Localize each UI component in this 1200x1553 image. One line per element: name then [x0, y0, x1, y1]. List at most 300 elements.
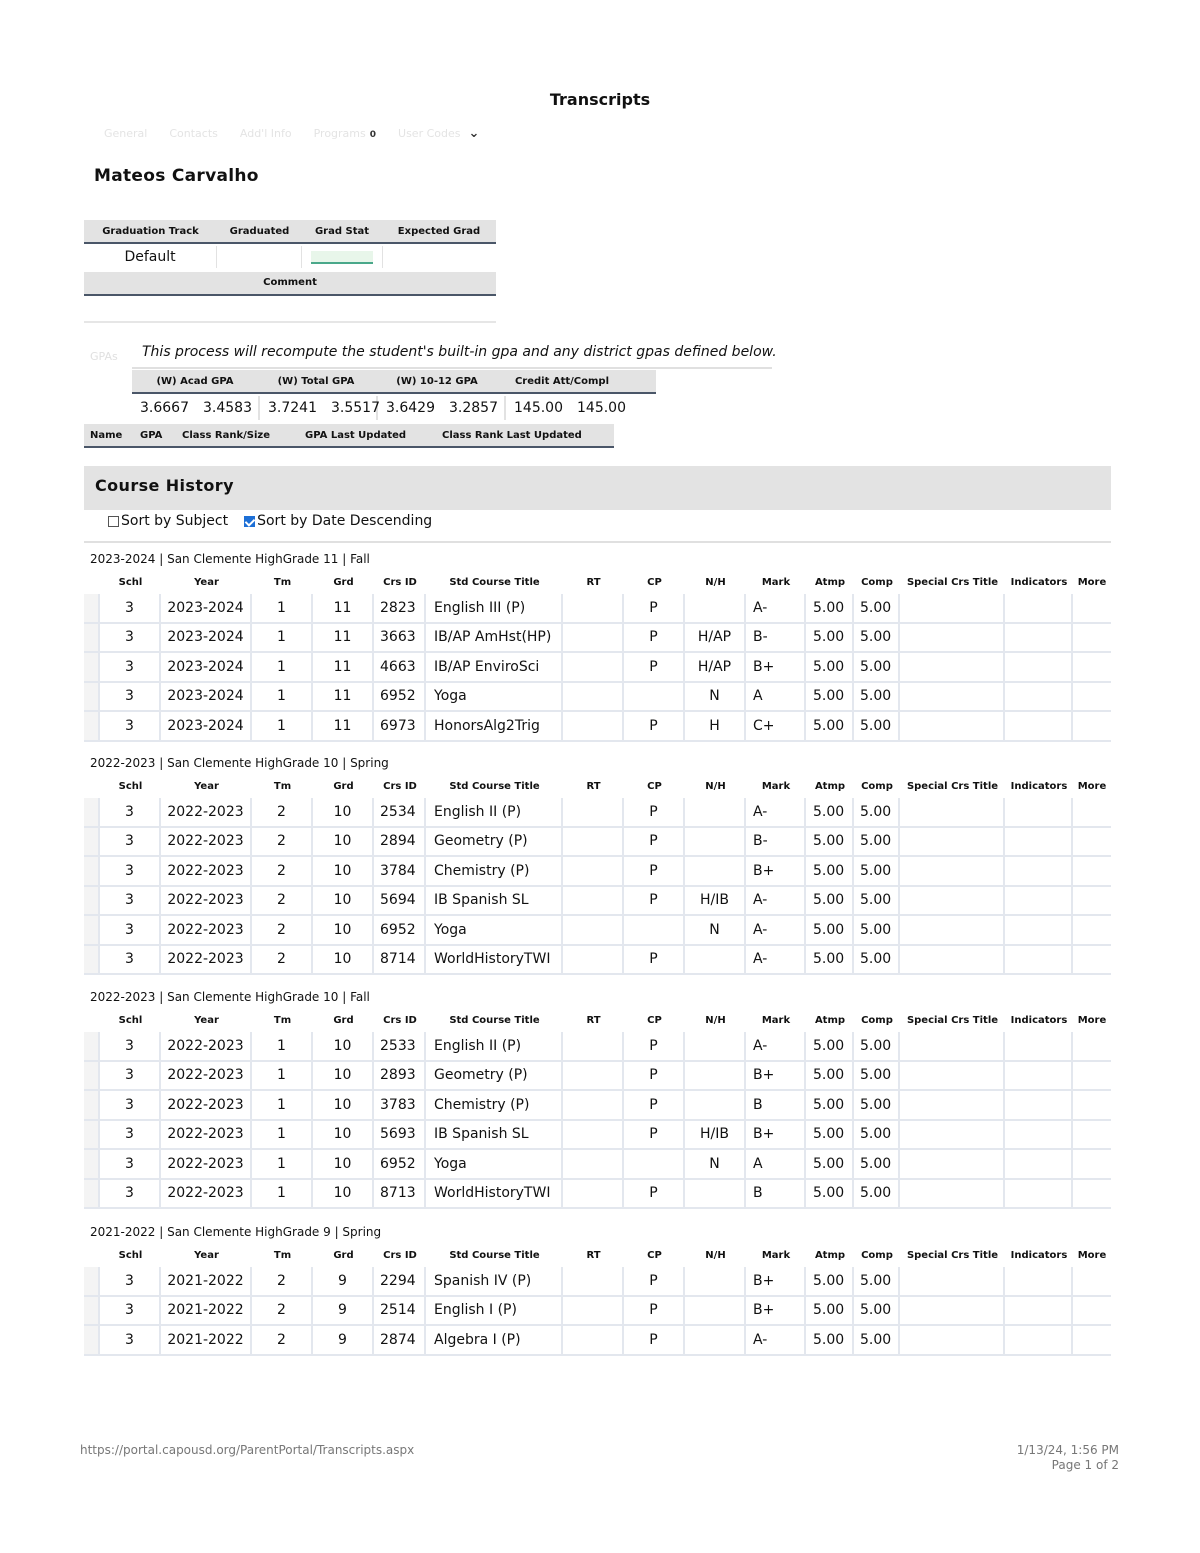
column-header-completed[interactable]: Comp [861, 576, 893, 588]
row-selector[interactable] [84, 1062, 100, 1090]
cell-special-title [900, 594, 1005, 622]
cell-indicators [1005, 1062, 1073, 1090]
cell-mark: B+ [746, 1062, 806, 1090]
cell-special-title [900, 1062, 1005, 1090]
expected-grad-header: Expected Grad [397, 225, 481, 237]
row-selector[interactable] [84, 594, 100, 622]
cell-rt [563, 1150, 624, 1178]
course-table-header [84, 570, 1111, 594]
column-header-indicators[interactable]: Indicators [1010, 1014, 1068, 1026]
column-header-year[interactable]: Year [194, 780, 219, 792]
cell-rt [563, 857, 624, 885]
cell-nh [685, 1091, 746, 1119]
cell-grade: 10 [313, 1091, 374, 1119]
cell-indicators [1005, 798, 1073, 826]
cell-completed: 5.00 [854, 828, 900, 856]
column-header-completed[interactable]: Comp [861, 1014, 893, 1026]
cell-attempted: 5.00 [806, 857, 854, 885]
cell-cp [624, 683, 685, 711]
column-header-course-title[interactable]: Std Course Title [449, 576, 540, 588]
grad-stat-field[interactable] [302, 246, 382, 268]
cell-grade: 9 [313, 1326, 374, 1354]
row-selector[interactable] [84, 857, 100, 885]
cell-more [1073, 1062, 1111, 1090]
cell-term: 2 [252, 916, 313, 944]
column-header-nh[interactable]: N/H [705, 1249, 726, 1261]
cell-attempted: 5.00 [806, 1121, 854, 1149]
comment-header: Comment [84, 272, 496, 296]
column-header-attempted[interactable]: Atmp [814, 576, 846, 588]
cell-indicators [1005, 653, 1073, 681]
column-header-rt[interactable]: RT [586, 1249, 601, 1261]
cell-more [1073, 1121, 1111, 1149]
graduation-track-header: Graduation Track [102, 225, 199, 237]
cell-mark: B+ [746, 1297, 806, 1325]
column-header-completed[interactable]: Comp [861, 780, 893, 792]
column-header-indicators[interactable]: Indicators [1010, 780, 1068, 792]
column-header-course-id[interactable]: Crs ID [383, 576, 417, 588]
cell-completed: 5.00 [854, 683, 900, 711]
cell-course-title: English II (P) [426, 1032, 563, 1060]
course-table-header [84, 1008, 1111, 1032]
column-header-course-title[interactable]: Std Course Title [449, 780, 540, 792]
cell-course-id: 8714 [374, 946, 426, 974]
cell-more [1073, 916, 1111, 944]
column-header-course-id[interactable]: Crs ID [383, 780, 417, 792]
table-row[interactable] [84, 1121, 1111, 1151]
cell-course-title: English II (P) [426, 798, 563, 826]
cell-course-title: IB Spanish SL [426, 887, 563, 915]
row-selector[interactable] [84, 828, 100, 856]
cell-rt [563, 916, 624, 944]
cell-grade: 10 [313, 1121, 374, 1149]
column-header-year[interactable]: Year [194, 1014, 219, 1026]
row-selector[interactable] [84, 1326, 100, 1354]
table-row[interactable] [84, 683, 1111, 713]
cell-special-title [900, 653, 1005, 681]
comment-divider [84, 321, 496, 323]
acad-gpa-values [132, 396, 260, 420]
column-header-term[interactable]: Tm [273, 780, 292, 792]
term-title: 2022-2023 | San Clemente HighGrade 10 | Fall [90, 990, 370, 1004]
cell-course-title: WorldHistoryTWI [426, 1180, 563, 1208]
cell-indicators [1005, 1297, 1073, 1325]
column-header-special-title[interactable]: Special Crs Title [906, 1014, 999, 1026]
cell-schl: 3 [100, 1150, 161, 1178]
footer-meta [1017, 1443, 1119, 1473]
cell-mark: A [746, 1150, 806, 1178]
column-header-mark[interactable]: Mark [761, 576, 791, 588]
term-title: 2022-2023 | San Clemente HighGrade 10 | Spring [90, 756, 389, 770]
grad-stat-header: Grad Stat [314, 225, 370, 237]
row-selector[interactable] [84, 1297, 100, 1325]
cell-cp: P [624, 1091, 685, 1119]
cell-completed: 5.00 [854, 1267, 900, 1295]
credit-completed: 145.00 [577, 400, 626, 416]
column-header-completed[interactable]: Comp [861, 1249, 893, 1261]
column-header-course-id[interactable]: Crs ID [383, 1014, 417, 1026]
cell-special-title [900, 1267, 1005, 1295]
column-header-schl[interactable]: Schl [118, 1014, 143, 1026]
row-selector[interactable] [84, 653, 100, 681]
cell-nh [685, 594, 746, 622]
cell-attempted: 5.00 [806, 1032, 854, 1060]
column-header-grade[interactable]: Grd [333, 1014, 354, 1026]
column-header-indicators[interactable]: Indicators [1010, 576, 1068, 588]
column-header-course-id[interactable]: Crs ID [383, 1249, 417, 1261]
expected-grad-value [383, 246, 496, 268]
column-header-nh[interactable]: N/H [705, 1014, 726, 1026]
cell-nh [685, 946, 746, 974]
cell-rt [563, 1062, 624, 1090]
table-row[interactable] [84, 857, 1111, 887]
column-header-schl[interactable]: Schl [118, 576, 143, 588]
cell-term: 1 [252, 1121, 313, 1149]
table-row[interactable] [84, 887, 1111, 917]
course-table-header [84, 1243, 1111, 1267]
cell-term: 1 [252, 1091, 313, 1119]
cell-mark: B+ [746, 1267, 806, 1295]
sort-by-date-label: Sort by Date Descending [257, 513, 433, 529]
row-selector[interactable] [84, 1267, 100, 1295]
row-selector[interactable] [84, 887, 100, 915]
chevron-down-icon[interactable]: ⌄ [468, 126, 480, 141]
cell-schl: 3 [100, 916, 161, 944]
cell-mark: B+ [746, 1121, 806, 1149]
cell-year: 2022-2023 [161, 857, 252, 885]
cell-schl: 3 [100, 1032, 161, 1060]
column-header-cp[interactable]: CP [647, 1249, 662, 1261]
cell-more [1073, 887, 1111, 915]
cell-rt [563, 653, 624, 681]
cell-attempted: 5.00 [806, 712, 854, 740]
tab-programs[interactable] [314, 127, 376, 140]
cell-rt [563, 828, 624, 856]
cell-term: 2 [252, 1297, 313, 1325]
cell-more [1073, 828, 1111, 856]
column-header-attempted[interactable]: Atmp [814, 1249, 846, 1261]
course-term-section [84, 986, 1111, 1209]
column-header-grade[interactable]: Grd [333, 1249, 354, 1261]
cell-mark: B+ [746, 653, 806, 681]
cell-completed: 5.00 [854, 916, 900, 944]
cell-nh [685, 1267, 746, 1295]
cell-special-title [900, 798, 1005, 826]
cell-more [1073, 857, 1111, 885]
column-header-course-title[interactable]: Std Course Title [449, 1014, 540, 1026]
cell-more [1073, 653, 1111, 681]
column-header-more[interactable]: More [1077, 780, 1107, 792]
cell-more [1073, 594, 1111, 622]
sort-by-subject-option[interactable] [108, 513, 228, 529]
table-row[interactable] [84, 946, 1111, 976]
cell-more [1073, 1091, 1111, 1119]
cell-more [1073, 798, 1111, 826]
table-row[interactable] [84, 1180, 1111, 1210]
table-row[interactable] [84, 594, 1111, 624]
column-header-term[interactable]: Tm [273, 576, 292, 588]
column-header-more[interactable]: More [1077, 1249, 1107, 1261]
column-header-more[interactable]: More [1077, 576, 1107, 588]
cell-cp: P [624, 887, 685, 915]
student-name: Mateos Carvalho [94, 166, 259, 186]
cell-rt [563, 1326, 624, 1354]
cell-cp: P [624, 653, 685, 681]
column-header-cp[interactable]: CP [647, 780, 662, 792]
table-row[interactable] [84, 916, 1111, 946]
column-header-schl[interactable]: Schl [118, 1249, 143, 1261]
cell-term: 1 [252, 683, 313, 711]
cell-cp: P [624, 857, 685, 885]
column-header-year[interactable]: Year [194, 1249, 219, 1261]
table-row[interactable] [84, 624, 1111, 654]
cell-special-title [900, 946, 1005, 974]
cell-schl: 3 [100, 1326, 161, 1354]
cell-cp: P [624, 1297, 685, 1325]
rank-gpa-header: GPA [140, 429, 163, 441]
cell-special-title [900, 887, 1005, 915]
column-header-attempted[interactable]: Atmp [814, 780, 846, 792]
tab-contacts[interactable]: Contacts [169, 127, 218, 140]
cell-cp: P [624, 1062, 685, 1090]
cell-cp: P [624, 624, 685, 652]
cell-course-id: 3783 [374, 1091, 426, 1119]
cell-attempted: 5.00 [806, 594, 854, 622]
column-header-rt[interactable]: RT [586, 780, 601, 792]
cell-rt [563, 624, 624, 652]
cell-more [1073, 1032, 1111, 1060]
column-header-term[interactable]: Tm [273, 1249, 292, 1261]
rank-name-header: Name [90, 429, 123, 441]
column-header-nh[interactable]: N/H [705, 576, 726, 588]
gpa-table [132, 370, 656, 422]
column-header-indicators[interactable]: Indicators [1010, 1249, 1068, 1261]
cell-nh [685, 1032, 746, 1060]
row-selector[interactable] [84, 1091, 100, 1119]
cell-year: 2022-2023 [161, 946, 252, 974]
cell-indicators [1005, 1150, 1073, 1178]
course-table-header [84, 774, 1111, 798]
cell-cp: P [624, 946, 685, 974]
table-row[interactable] [84, 1326, 1111, 1356]
cell-course-id: 2893 [374, 1062, 426, 1090]
cell-grade: 11 [313, 712, 374, 740]
cell-term: 2 [252, 828, 313, 856]
cell-completed: 5.00 [854, 798, 900, 826]
row-selector[interactable] [84, 798, 100, 826]
cell-indicators [1005, 1121, 1073, 1149]
column-header-attempted[interactable]: Atmp [814, 1014, 846, 1026]
gpa-last-updated-header: GPA Last Updated [305, 429, 407, 441]
table-row[interactable] [84, 712, 1111, 742]
cell-cp: P [624, 712, 685, 740]
acad-gpa-unweighted: 3.4583 [203, 400, 252, 416]
cell-course-title: Spanish IV (P) [426, 1267, 563, 1295]
cell-year: 2022-2023 [161, 1150, 252, 1178]
column-header-term[interactable]: Tm [273, 1014, 292, 1026]
row-selector[interactable] [84, 916, 100, 944]
sort-by-date-option[interactable] [244, 513, 432, 529]
course-term-section [84, 1221, 1111, 1356]
gpa-value-row [132, 394, 656, 422]
cell-nh: H [685, 712, 746, 740]
column-header-special-title[interactable]: Special Crs Title [906, 1249, 999, 1261]
grad-stat-value [311, 251, 373, 264]
column-header-schl[interactable]: Schl [118, 780, 143, 792]
cell-term: 1 [252, 594, 313, 622]
cell-grade: 10 [313, 1180, 374, 1208]
cell-nh [685, 1180, 746, 1208]
table-row[interactable] [84, 1297, 1111, 1327]
cell-course-title: Chemistry (P) [426, 1091, 563, 1119]
cell-indicators [1005, 1032, 1073, 1060]
term-title: 2021-2022 | San Clemente HighGrade 9 | Spring [90, 1225, 382, 1239]
table-row[interactable] [84, 1091, 1111, 1121]
cell-schl: 3 [100, 887, 161, 915]
column-header-year[interactable]: Year [194, 576, 219, 588]
row-selector[interactable] [84, 712, 100, 740]
table-row[interactable] [84, 798, 1111, 828]
row-selector[interactable] [84, 1032, 100, 1060]
cell-attempted: 5.00 [806, 683, 854, 711]
cell-course-title: Chemistry (P) [426, 857, 563, 885]
row-selector[interactable] [84, 1150, 100, 1178]
cell-rt [563, 946, 624, 974]
column-header-mark[interactable]: Mark [761, 780, 791, 792]
cell-cp [624, 1150, 685, 1178]
cell-term: 2 [252, 887, 313, 915]
cell-attempted: 5.00 [806, 1297, 854, 1325]
cell-attempted: 5.00 [806, 1326, 854, 1354]
graduation-header-row [84, 220, 496, 244]
term-title: 2023-2024 | San Clemente HighGrade 11 | Fall [90, 552, 370, 566]
cell-grade: 10 [313, 798, 374, 826]
column-header-mark[interactable]: Mark [761, 1249, 791, 1261]
cell-nh [685, 828, 746, 856]
cell-mark: A- [746, 1032, 806, 1060]
cell-special-title [900, 1180, 1005, 1208]
cell-grade: 11 [313, 653, 374, 681]
cell-nh [685, 1062, 746, 1090]
course-term-section [84, 752, 1111, 975]
cell-course-title: Yoga [426, 1150, 563, 1178]
table-row[interactable] [84, 653, 1111, 683]
column-header-mark[interactable]: Mark [761, 1014, 791, 1026]
cell-more [1073, 712, 1111, 740]
cell-mark: A- [746, 1326, 806, 1354]
cell-course-id: 2823 [374, 594, 426, 622]
row-selector[interactable] [84, 1121, 100, 1149]
row-selector[interactable] [84, 1180, 100, 1208]
column-header-grade[interactable]: Grd [333, 576, 354, 588]
graduation-value-row [84, 244, 496, 270]
column-header-nh[interactable]: N/H [705, 780, 726, 792]
cell-attempted: 5.00 [806, 1062, 854, 1090]
column-header-special-title[interactable]: Special Crs Title [906, 780, 999, 792]
cell-completed: 5.00 [854, 712, 900, 740]
cell-completed: 5.00 [854, 1180, 900, 1208]
cell-term: 1 [252, 624, 313, 652]
row-selector[interactable] [84, 624, 100, 652]
cell-grade: 11 [313, 683, 374, 711]
cell-special-title [900, 828, 1005, 856]
cell-course-id: 6952 [374, 916, 426, 944]
cell-mark: A- [746, 916, 806, 944]
cell-year: 2023-2024 [161, 712, 252, 740]
cell-grade: 11 [313, 594, 374, 622]
table-row[interactable] [84, 828, 1111, 858]
table-row[interactable] [84, 1032, 1111, 1062]
class-rank-size-header: Class Rank/Size [182, 429, 271, 441]
cell-course-title: English I (P) [426, 1297, 563, 1325]
tab-user-codes[interactable] [398, 126, 479, 141]
sort-by-subject-checkbox[interactable] [108, 516, 119, 527]
row-selector[interactable] [84, 683, 100, 711]
cell-grade: 10 [313, 828, 374, 856]
column-header-rt[interactable]: RT [586, 1014, 601, 1026]
tab-addl-info[interactable]: Add'l Info [239, 127, 292, 140]
cell-special-title [900, 916, 1005, 944]
cell-course-title: IB/AP AmHst(HP) [426, 624, 563, 652]
cell-year: 2022-2023 [161, 1121, 252, 1149]
cell-term: 1 [252, 1062, 313, 1090]
cell-indicators [1005, 712, 1073, 740]
cell-more [1073, 624, 1111, 652]
cell-more [1073, 1267, 1111, 1295]
cell-more [1073, 1297, 1111, 1325]
table-row[interactable] [84, 1062, 1111, 1092]
cell-nh: H/AP [685, 653, 746, 681]
credit-attempted: 145.00 [514, 400, 563, 416]
column-header-special-title[interactable]: Special Crs Title [906, 576, 999, 588]
table-row[interactable] [84, 1267, 1111, 1297]
cell-rt [563, 594, 624, 622]
cell-indicators [1005, 1091, 1073, 1119]
cell-mark: A- [746, 946, 806, 974]
column-header-grade[interactable]: Grd [333, 780, 354, 792]
cell-rt [563, 1091, 624, 1119]
column-header-cp[interactable]: CP [647, 576, 662, 588]
cell-course-id: 2534 [374, 798, 426, 826]
row-selector[interactable] [84, 946, 100, 974]
cell-indicators [1005, 1180, 1073, 1208]
tab-programs-label: Programs [313, 127, 366, 140]
cell-year: 2023-2024 [161, 594, 252, 622]
column-header-course-title[interactable]: Std Course Title [449, 1249, 540, 1261]
cell-special-title [900, 1326, 1005, 1354]
gpa-note-divider [132, 367, 772, 369]
table-row[interactable] [84, 1150, 1111, 1180]
tab-general[interactable]: General [104, 127, 148, 140]
column-header-cp[interactable]: CP [647, 1014, 662, 1026]
cell-schl: 3 [100, 946, 161, 974]
cell-attempted: 5.00 [806, 653, 854, 681]
column-header-rt[interactable]: RT [586, 576, 601, 588]
cell-year: 2023-2024 [161, 683, 252, 711]
column-header-more[interactable]: More [1077, 1014, 1107, 1026]
cell-more [1073, 683, 1111, 711]
cell-indicators [1005, 1326, 1073, 1354]
cell-year: 2022-2023 [161, 887, 252, 915]
cell-cp: P [624, 1121, 685, 1149]
sort-by-date-checkbox[interactable] [244, 516, 255, 527]
cell-rt [563, 1297, 624, 1325]
cell-indicators [1005, 594, 1073, 622]
cell-schl: 3 [100, 712, 161, 740]
cell-more [1073, 1150, 1111, 1178]
cell-completed: 5.00 [854, 1297, 900, 1325]
cell-course-id: 6952 [374, 683, 426, 711]
